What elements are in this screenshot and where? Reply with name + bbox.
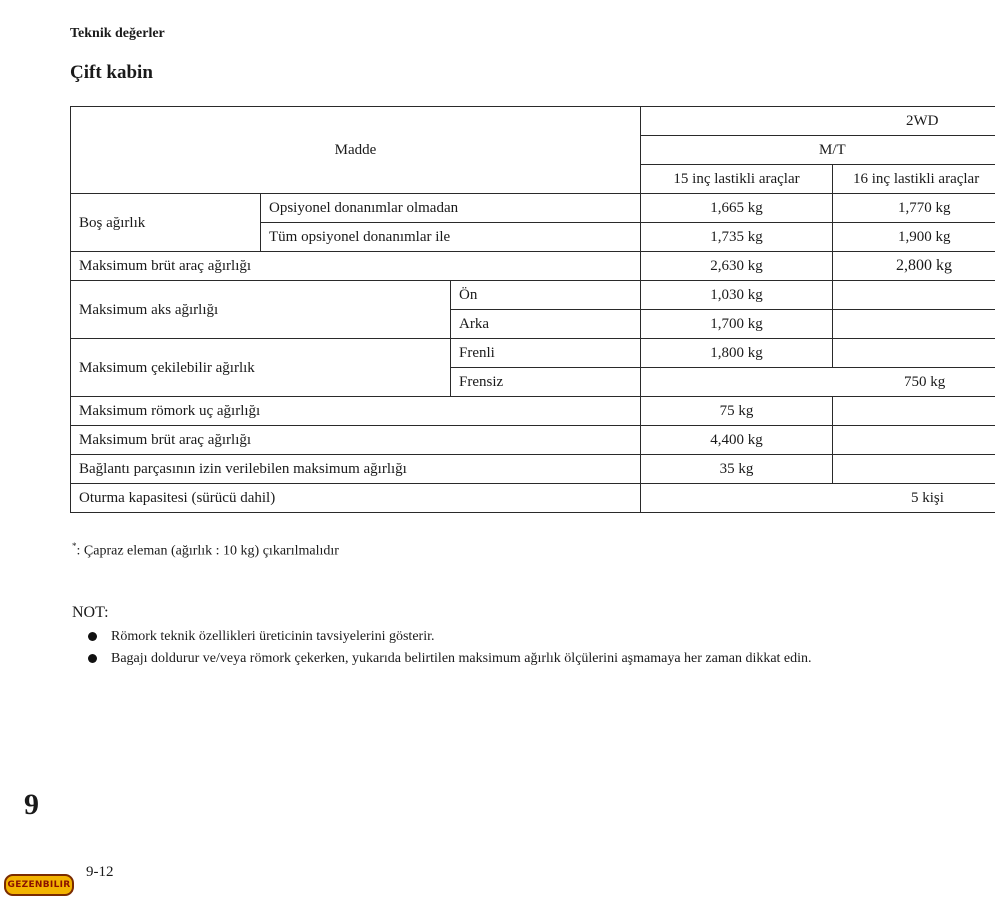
- cell-empty: [833, 455, 995, 484]
- table-row: [71, 281, 995, 310]
- chapter-number: 9: [24, 788, 39, 821]
- cell-bos-agirlik: Boş ağırlık: [71, 194, 261, 252]
- page-title: Çift kabin: [70, 62, 153, 83]
- cell-value: 750 kg: [641, 368, 995, 397]
- footnote-text: : Çapraz eleman (ağırlık : 10 kg) çıkarılmalıdır: [76, 543, 339, 559]
- cell-value: 1,735 kg: [641, 223, 833, 252]
- watermark-logo: GEZENBILIR: [4, 874, 74, 896]
- header-drive: 2WD: [641, 107, 995, 136]
- header-col2: 16 inç lastikli araçlar: [833, 165, 995, 194]
- cell-oturma: Oturma kapasitesi (sürücü dahil): [71, 484, 641, 513]
- footnote-mark: *: [72, 541, 77, 551]
- table-row: [71, 107, 995, 136]
- page-number: 9-12: [86, 864, 114, 880]
- cell-max-brut-arac: Maksimum brüt araç ağırlığı: [71, 426, 641, 455]
- bullet-icon: [88, 654, 97, 663]
- cell-value: 1,030 kg: [641, 281, 833, 310]
- cell-frenli: Frenli: [451, 339, 641, 368]
- cell-opsiyonel-yok: Opsiyonel donanımlar olmadan: [261, 194, 641, 223]
- cell-max-brut: Maksimum brüt araç ağırlığı: [71, 252, 641, 281]
- table-row: [71, 484, 995, 513]
- note-text: Bagajı doldurur ve/veya römork çekerken, yukarıda belirtilen maksimum ağırlık ölçülerini aşmamaya her zaman dikkat edin.: [111, 651, 812, 666]
- list-item: [76, 626, 812, 648]
- cell-on: Ön: [451, 281, 641, 310]
- cell-max-aks: Maksimum aks ağırlığı: [71, 281, 451, 339]
- table-row: [71, 339, 995, 368]
- cell-baglanti: Bağlantı parçasının izin verilebilen maksimum ağırlığı: [71, 455, 641, 484]
- cell-max-cekilebilir: Maksimum çekilebilir ağırlık: [71, 339, 451, 397]
- table-row: [71, 194, 995, 223]
- cell-value: 4,400 kg: [641, 426, 833, 455]
- specs-table: [70, 106, 995, 513]
- cell-empty: [833, 426, 995, 455]
- cell-opsiyonel-var: Tüm opsiyonel donanımlar ile: [261, 223, 641, 252]
- table-row: [71, 426, 995, 455]
- cell-value: 1,900 kg: [833, 223, 995, 252]
- cell-value: 1,800 kg: [641, 339, 833, 368]
- cell-empty: [833, 339, 995, 368]
- table-row: [71, 397, 995, 426]
- cell-empty: [833, 281, 995, 310]
- header-transmission: M/T: [641, 136, 995, 165]
- cell-value: 2,800 kg: [833, 252, 995, 281]
- section-heading: Teknik değerler: [70, 26, 165, 41]
- cell-value: 1,770 kg: [833, 194, 995, 223]
- cell-value: 75 kg: [641, 397, 833, 426]
- cell-frensiz: Frensiz: [451, 368, 641, 397]
- cell-value: 35 kg: [641, 455, 833, 484]
- cell-arka: Arka: [451, 310, 641, 339]
- cell-value: 1,665 kg: [641, 194, 833, 223]
- cell-empty: [833, 397, 995, 426]
- footnote: [72, 541, 339, 560]
- header-col1: 15 inç lastikli araçlar: [641, 165, 833, 194]
- table-row: [71, 252, 995, 281]
- note-text: Römork teknik özellikleri üreticinin tavsiyelerini gösterir.: [111, 629, 435, 644]
- specs-table-wrapper: [70, 106, 995, 526]
- list-item: [76, 648, 812, 670]
- bullet-icon: [88, 632, 97, 641]
- cell-romork-uc: Maksimum römork uç ağırlığı: [71, 397, 641, 426]
- cell-value: 1,700 kg: [641, 310, 833, 339]
- cell-value: 2,630 kg: [641, 252, 833, 281]
- notes-list: [76, 626, 812, 670]
- notes-heading: NOT:: [72, 604, 109, 621]
- cell-value: 5 kişi: [641, 484, 995, 513]
- table-row: [71, 455, 995, 484]
- cell-empty: [833, 310, 995, 339]
- header-madde: Madde: [71, 107, 641, 194]
